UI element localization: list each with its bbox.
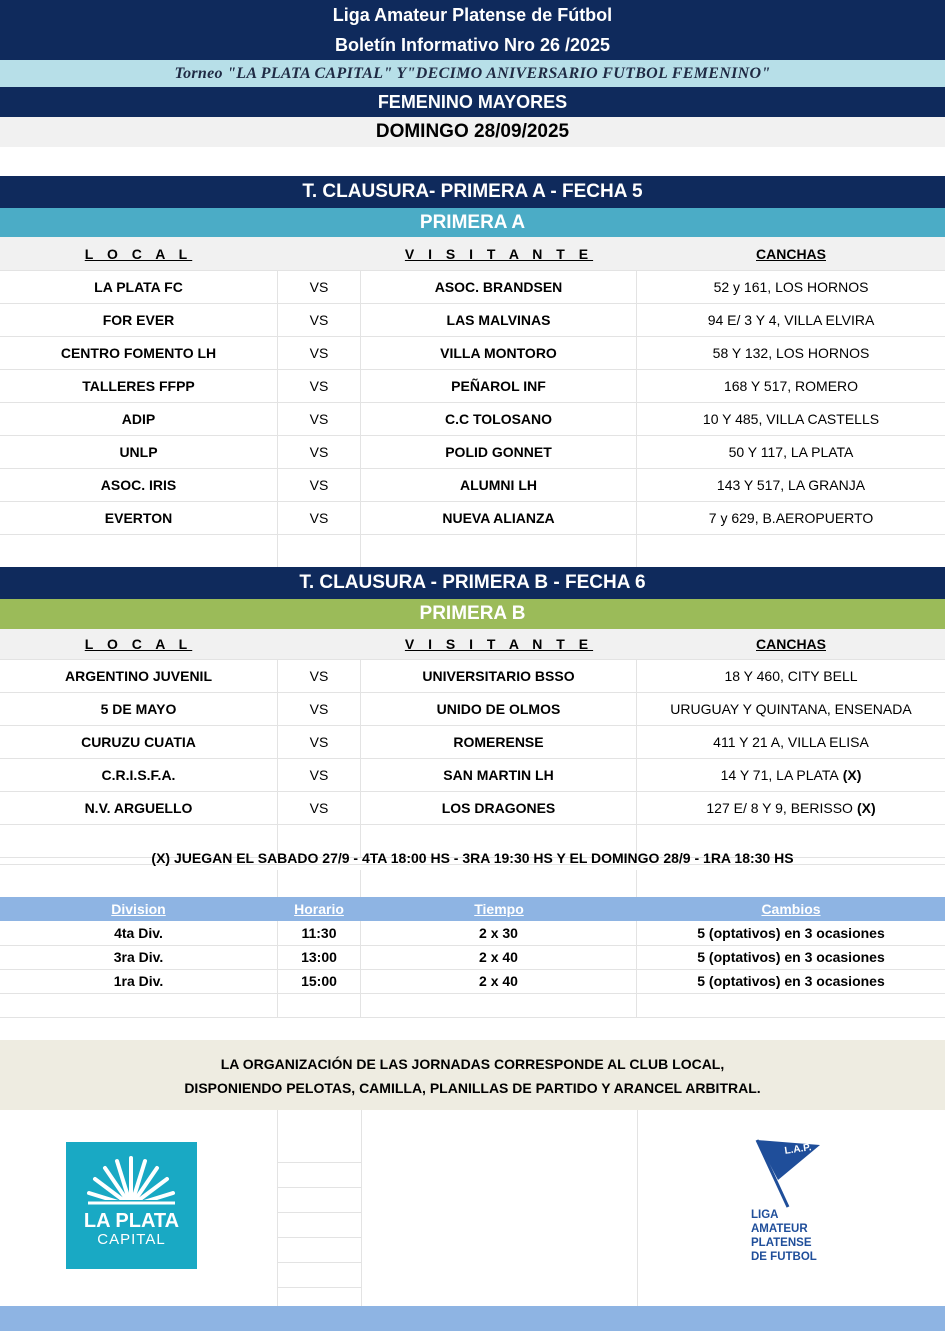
match-row: [0, 791, 945, 825]
field-location: 14 Y 71, LA PLATA (X): [720, 766, 862, 783]
vs-label: [277, 534, 361, 567]
visitor-team: UNIDO DE OLMOS: [361, 692, 637, 725]
match-row: [0, 692, 945, 726]
vs-label: VS: [277, 692, 361, 725]
visitor-team: ALUMNI LH: [361, 468, 637, 501]
vs-label: VS: [277, 725, 361, 758]
local-team: ASOC. IRIS: [100, 476, 177, 493]
primera-a-header-row: [0, 237, 945, 271]
substitutions-cell: 5 (optativos) en 3 ocasiones: [697, 949, 885, 965]
duration-cell: [361, 993, 637, 1017]
vs-label: VS: [277, 270, 361, 303]
visitor-team: C.C TOLOSANO: [361, 402, 637, 435]
logo-text-la-plata: LA PLATA: [83, 1210, 180, 1232]
visitor-team: LAS MALVINAS: [361, 303, 637, 336]
vs-label: VS: [277, 402, 361, 435]
duration-cell: 2 x 40: [361, 969, 637, 993]
local-team: N.V. ARGUELLO: [84, 799, 193, 816]
empty-row: [0, 870, 945, 898]
match-row: [0, 468, 945, 502]
primera-b-header-row: [0, 629, 945, 660]
match-row: [0, 758, 945, 792]
category-title: FEMENINO MAYORES: [0, 87, 945, 117]
visitor-team: NUEVA ALIANZA: [361, 501, 637, 534]
field-location: 52 y 161, LOS HORNOS: [713, 278, 869, 295]
vs-label: VS: [277, 468, 361, 501]
match-row: [0, 369, 945, 403]
visitor-team: SAN MARTIN LH: [361, 758, 637, 791]
field-location: URUGUAY Y QUINTANA, ENSENADA: [670, 700, 912, 717]
primera-b-title: T. CLAUSURA - PRIMERA B - FECHA 6: [0, 567, 945, 599]
saturday-mark: (X): [856, 799, 876, 816]
field-location: 168 Y 517, ROMERO: [723, 377, 859, 394]
match-row: [0, 501, 945, 535]
time-cell: 15:00: [277, 969, 361, 993]
local-team: ADIP: [121, 410, 156, 427]
local-team: CURUZU CUATIA: [81, 733, 196, 750]
visitor-team: POLID GONNET: [361, 435, 637, 468]
vs-label: VS: [277, 501, 361, 534]
organization-note-line1: LA ORGANIZACIÓN DE LAS JORNADAS CORRESPONDE AL CLUB LOCAL,: [220, 1056, 725, 1072]
organization-note: [0, 1040, 945, 1110]
local-team: ARGENTINO JUVENIL: [64, 667, 212, 684]
vs-label: VS: [277, 336, 361, 369]
visitor-header: V I S I T A N T E: [404, 636, 594, 652]
field-location: 143 Y 517, LA GRANJA: [716, 476, 866, 493]
visitor-team: UNIVERSITARIO BSSO: [361, 659, 637, 692]
field-location: 50 Y 117, LA PLATA: [728, 443, 854, 460]
match-row: [0, 270, 945, 304]
vs-label: VS: [277, 303, 361, 336]
time-cell: 11:30: [277, 921, 361, 945]
local-header: L O C A L: [84, 245, 193, 262]
empty-row: [0, 993, 945, 1018]
schedule-row: [0, 969, 945, 994]
logo-text-capital: CAPITAL: [97, 1231, 166, 1248]
local-team: TALLERES FFPP: [82, 377, 195, 394]
lap-league-logo: [748, 1135, 848, 1270]
bottom-bar: [0, 1306, 945, 1331]
match-row: [0, 402, 945, 436]
substitutions-cell: 5 (optativos) en 3 ocasiones: [697, 925, 885, 941]
schedule-row: [0, 945, 945, 970]
field-location: 18 Y 460, CITY BELL: [724, 667, 858, 684]
visitor-team: ROMERENSE: [361, 725, 637, 758]
field-location: 411 Y 21 A, VILLA ELISA: [713, 733, 869, 750]
local-team: C.R.I.S.F.A.: [101, 766, 176, 783]
substitutions-cell: [637, 993, 945, 1017]
division-cell: [0, 993, 277, 1017]
visitor-header: V I S I T A N T E: [404, 245, 594, 262]
division-cell: 4ta Div.: [114, 925, 163, 941]
match-row: [0, 435, 945, 469]
tournament-title: Torneo "LA PLATA CAPITAL" Y"DECIMO ANIVERSARIO FUTBOL FEMENINO": [0, 60, 945, 87]
la-plata-capital-logo: [66, 1142, 197, 1269]
division-cell: 1ra Div.: [113, 973, 164, 989]
substitutions-cell: 5 (optativos) en 3 ocasiones: [697, 973, 885, 989]
time-header: Horario: [294, 901, 344, 917]
fields-header: CANCHAS: [756, 636, 826, 652]
league-title: Liga Amateur Platense de Fútbol: [0, 0, 945, 30]
primera-b-division: PRIMERA B: [0, 599, 945, 629]
match-row: [0, 725, 945, 759]
schedule-row: [0, 921, 945, 946]
league-logo-text: LIGA AMATEUR PLATENSE DE FUTBOL: [751, 1209, 817, 1263]
visitor-team: PEÑAROL INF: [361, 369, 637, 402]
field-location: 7 y 629, B.AEROPUERTO: [708, 509, 874, 526]
vs-label: VS: [277, 791, 361, 824]
primera-a-title: T. CLAUSURA- PRIMERA A - FECHA 5: [0, 176, 945, 208]
vs-label: VS: [277, 659, 361, 692]
vs-label: VS: [277, 435, 361, 468]
visitor-team: LOS DRAGONES: [361, 791, 637, 824]
fields-header: CANCHAS: [756, 245, 826, 262]
division-cell: 3ra Div.: [113, 949, 164, 965]
empty-row: [0, 534, 945, 568]
visitor-team: ASOC. BRANDSEN: [361, 270, 637, 303]
time-cell: 13:00: [277, 945, 361, 969]
flag-text: L.A.P.: [783, 1142, 813, 1157]
local-header: L O C A L: [84, 636, 193, 652]
field-location: 10 Y 485, VILLA CASTELLS: [702, 410, 880, 427]
time-cell: [277, 993, 361, 1017]
match-row: [0, 303, 945, 337]
duration-cell: 2 x 40: [361, 945, 637, 969]
duration-cell: 2 x 30: [361, 921, 637, 945]
sun-rays-icon: [66, 1142, 197, 1269]
duration-header: Tiempo: [474, 901, 524, 917]
field-location: 58 Y 132, LOS HORNOS: [712, 344, 870, 361]
saturday-note: (X) JUEGAN EL SABADO 27/9 - 4TA 18:00 HS - 3RA 19:30 HS Y EL DOMINGO 28/9 - 1RA 18:30 HS: [151, 850, 794, 866]
substitutions-header: Cambios: [761, 901, 821, 917]
local-team: [0, 534, 277, 567]
field-location: 94 E/ 3 Y 4, VILLA ELVIRA: [707, 311, 875, 328]
bulletin-title: Boletín Informativo Nro 26 /2025: [0, 30, 945, 60]
vs-label: VS: [277, 369, 361, 402]
visitor-team: [361, 534, 637, 567]
division-header: Division: [111, 901, 166, 917]
local-team: FOR EVER: [102, 311, 175, 328]
match-date: DOMINGO 28/09/2025: [0, 117, 945, 147]
primera-a-division: PRIMERA A: [0, 208, 945, 237]
organization-note-line2: DISPONIENDO PELOTAS, CAMILLA, PLANILLAS DE PARTIDO Y ARANCEL ARBITRAL.: [184, 1080, 761, 1096]
schedule-header-row: [0, 897, 945, 921]
local-team: UNLP: [119, 443, 158, 460]
local-team: 5 DE MAYO: [100, 700, 177, 717]
local-team: CENTRO FOMENTO LH: [60, 344, 217, 361]
match-row: [0, 336, 945, 370]
local-team: LA PLATA FC: [94, 278, 183, 295]
field-location: 127 E/ 8 Y 9, BERISSO (X): [706, 799, 876, 816]
vs-label: VS: [277, 758, 361, 791]
field-location: [637, 534, 945, 567]
local-team: EVERTON: [104, 509, 173, 526]
saturday-mark: (X): [842, 766, 862, 783]
visitor-team: VILLA MONTORO: [361, 336, 637, 369]
match-row: [0, 659, 945, 693]
